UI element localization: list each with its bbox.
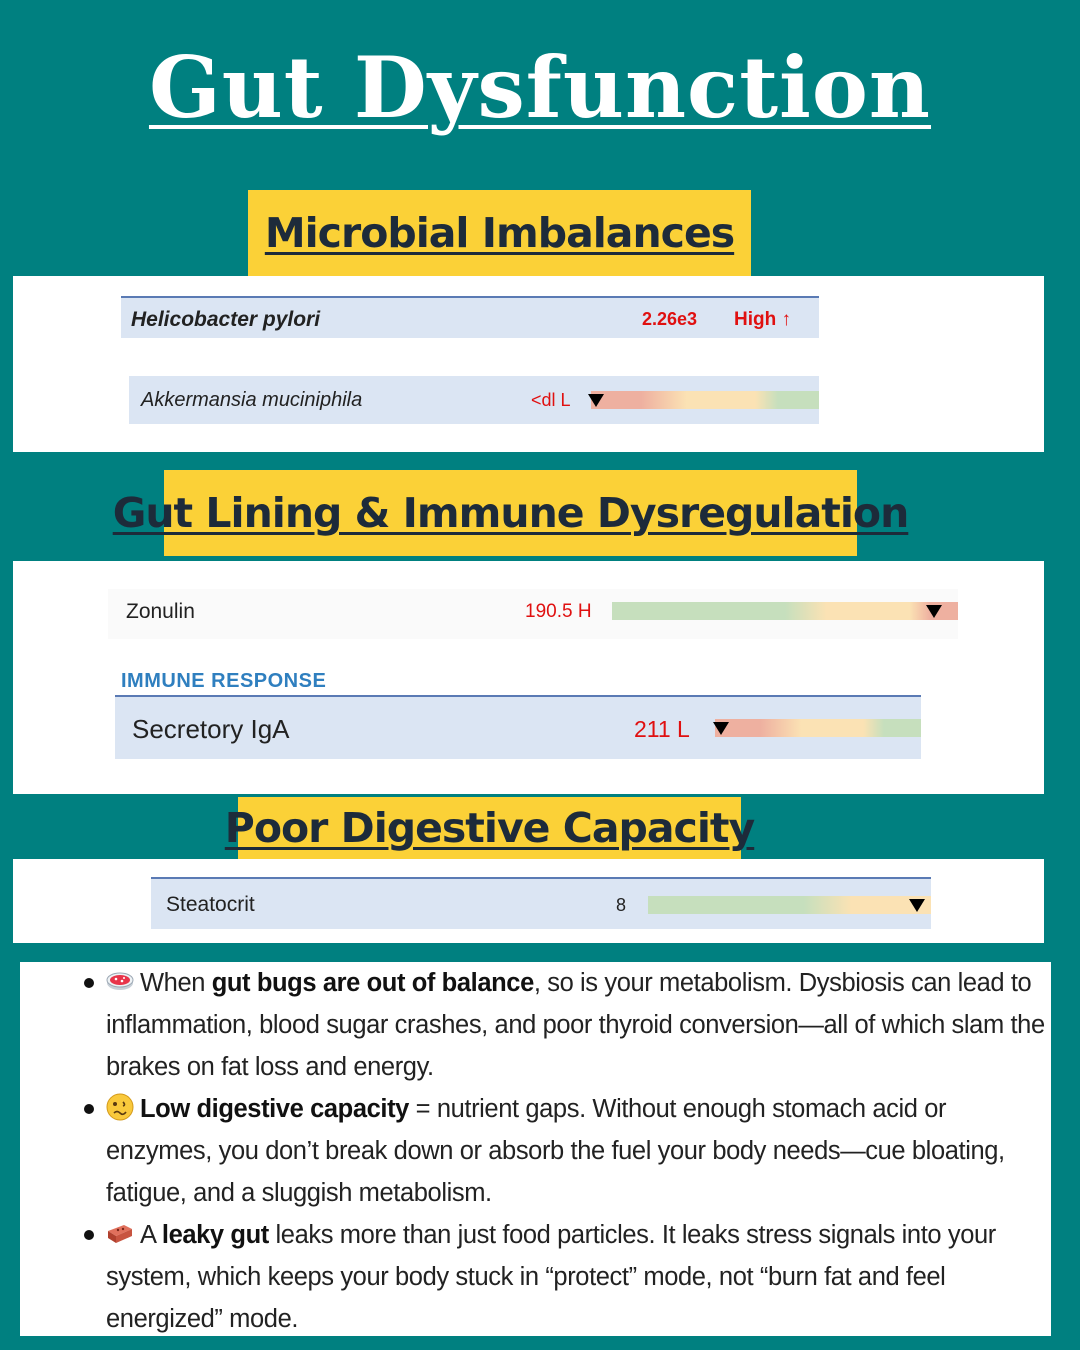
gut-lining-heading: Gut Lining & Immune Dysregulation (112, 489, 909, 537)
digestive-capacity-banner (224, 797, 755, 859)
akkermansia-label: Akkermansia muciniphila (141, 389, 363, 411)
gut-lining-panel (13, 561, 1044, 794)
zonulin-label: Zonulin (126, 600, 195, 623)
brick-icon (106, 1219, 134, 1247)
explanation-box (20, 962, 1051, 1336)
bullet-2-post: = nutrient gaps. Without enough stomach acid or enzymes, you don’t break down or absorb the fuel your body needs—cue bloating, fatigue, and a sluggish metabolism. (106, 1095, 1005, 1207)
bullet-2-bold: Low digestive capacity (140, 1095, 409, 1123)
bullet-item-gut-bugs (106, 962, 1047, 1088)
zonulin-marker-icon (926, 605, 942, 618)
secretory-iga-label: Secretory IgA (132, 714, 290, 744)
bullet-item-digestive (106, 1088, 1047, 1214)
digestive-capacity-heading: Poor Digestive Capacity (224, 804, 755, 852)
microbial-imbalances-banner (248, 190, 751, 276)
helicobacter-row (121, 296, 819, 338)
secretory-iga-range-bar (715, 719, 921, 737)
akkermansia-row (129, 376, 819, 424)
helicobacter-flag: High ↑ (734, 309, 791, 330)
bullet-list (20, 962, 1051, 1336)
gut-lining-banner (112, 470, 909, 556)
woozy-face-icon (106, 1093, 134, 1121)
steatocrit-range-bar (648, 896, 931, 914)
steatocrit-row (151, 877, 931, 929)
steatocrit-marker-icon (909, 899, 925, 912)
bullet-1-post: , so is your metabolism. Dysbiosis can lead to inflammation, blood sugar crashes, and poor thyroid conversion—all of which slam the brakes on fat loss and energy. (106, 969, 1045, 1081)
zonulin-value: 190.5 H (525, 601, 592, 622)
petri-dish-icon (106, 967, 134, 995)
zonulin-range-bar (612, 602, 958, 620)
bullet-3-pre: A (140, 1221, 162, 1249)
page-title: Gut Dysfunction (148, 38, 932, 137)
bullet-item-leaky-gut (106, 1214, 1047, 1336)
bullet-1-pre: When (140, 969, 212, 997)
bullet-3-post: leaks more than just food particles. It leaks stress signals into your system, which keeps your body stuck in “protect” mode, not “burn fat and feel energized” mode. (106, 1221, 996, 1333)
immune-response-heading: IMMUNE RESPONSE (121, 670, 327, 692)
helicobacter-label: Helicobacter pylori (131, 308, 321, 331)
akkermansia-marker-icon (588, 394, 604, 407)
secretory-iga-row (115, 695, 921, 759)
digestive-panel (13, 859, 1044, 943)
microbial-panel (13, 276, 1044, 452)
bullet-3-bold: leaky gut (161, 1221, 269, 1249)
microbial-imbalances-heading: Microbial Imbalances (264, 209, 735, 257)
akkermansia-value: <dl L (531, 390, 571, 410)
bullet-1-bold: gut bugs are out of balance (211, 969, 534, 997)
helicobacter-value: 2.26e3 (642, 309, 698, 329)
steatocrit-label: Steatocrit (166, 893, 255, 916)
zonulin-row (108, 589, 958, 639)
akkermansia-range-bar (591, 391, 819, 409)
secretory-iga-value: 211 L (634, 716, 690, 742)
secretory-iga-marker-icon (713, 722, 729, 735)
steatocrit-value: 8 (616, 895, 627, 915)
